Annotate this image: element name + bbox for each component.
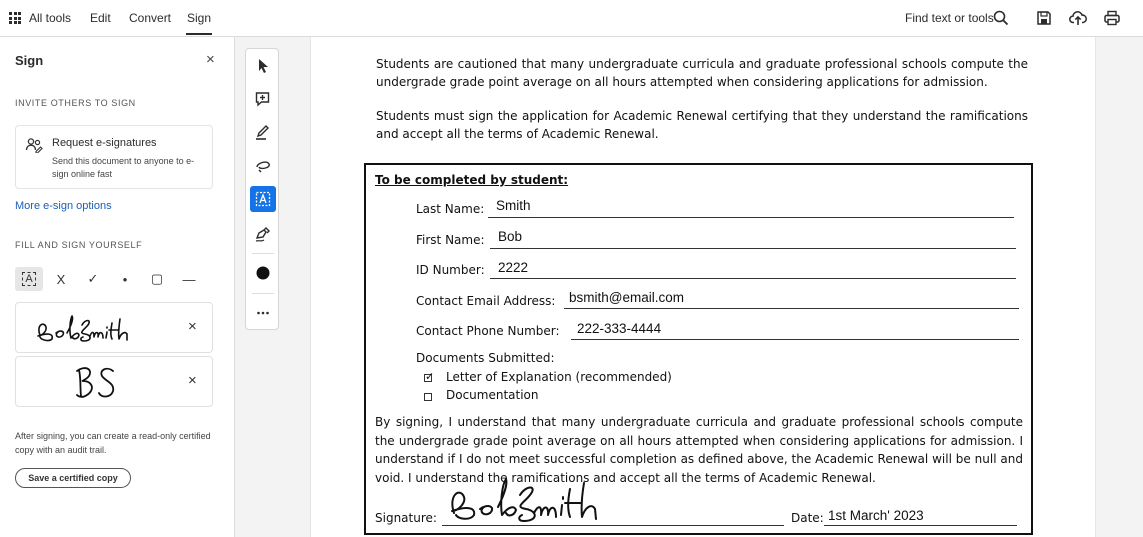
signature-label: Signature: <box>375 511 437 525</box>
certified-copy-note: After signing, you can create a read-only certified copy with an audit trail. <box>15 431 211 455</box>
last-name-label: Last Name: <box>416 202 485 216</box>
last-name-field[interactable]: Smith <box>496 198 531 213</box>
form-heading: To be completed by student: <box>375 173 569 187</box>
phone-field[interactable]: 222-333-4444 <box>577 321 662 336</box>
vertical-scrollbar[interactable] <box>1096 37 1143 537</box>
id-number-field[interactable]: 2222 <box>498 260 529 275</box>
remove-signature-button[interactable]: × <box>188 318 197 335</box>
more-esign-options-link[interactable]: More e-sign options <box>15 200 112 212</box>
id-number-label: ID Number: <box>416 263 485 277</box>
date-label: Date: <box>791 511 824 525</box>
print-icon[interactable] <box>1103 9 1121 27</box>
text-field-tool[interactable] <box>15 267 43 291</box>
saved-signature-full[interactable] <box>15 302 213 353</box>
first-name-field[interactable]: Bob <box>498 229 523 244</box>
text-select-icon[interactable] <box>250 186 276 212</box>
line-tool[interactable]: — <box>182 271 196 287</box>
request-description: Send this document to anyone to e-sign online fast <box>52 156 195 179</box>
menu-edit[interactable]: Edit <box>90 11 111 25</box>
select-arrow-icon[interactable] <box>250 53 276 79</box>
sign-requirement-paragraph: Students must sign the application for Academic Renewal certifying that they understand the ramifications and accept all the terms of Academic Renewal. <box>376 109 1028 141</box>
email-line <box>564 308 1019 309</box>
save-icon[interactable] <box>1035 9 1053 27</box>
handwritten-initials-image <box>71 362 131 404</box>
menu-all-tools[interactable]: All tools <box>29 11 72 25</box>
attestation-paragraph: By signing, I understand that many undergraduate curricula and graduate professional schools compute the undergrade grade point average on all hours attempted when considering applications for admission. I understand if I do not meet successful completion as defined above, the Academic Renewal will be null and void. I understand the ramifications and accept all the terms of Academic Renewal. <box>375 415 1023 485</box>
saved-signature-initials[interactable] <box>15 356 213 407</box>
rectangle-tool[interactable]: ▢ <box>150 271 164 286</box>
panel-title: Sign <box>15 53 44 68</box>
menu-convert[interactable]: Convert <box>129 11 172 25</box>
freehand-draw-icon[interactable] <box>250 152 276 178</box>
phone-line <box>571 339 1019 340</box>
documents-submitted-label: Documents Submitted: <box>416 351 555 365</box>
document-page <box>310 37 1096 537</box>
dot-tool[interactable]: • <box>122 271 128 287</box>
documentation-label: Documentation <box>446 388 539 402</box>
fill-sign-icon[interactable] <box>250 221 276 247</box>
email-label: Contact Email Address: <box>416 294 556 308</box>
apps-grid-icon[interactable] <box>9 12 21 24</box>
request-esignatures-card[interactable] <box>15 125 213 189</box>
save-certified-copy-button[interactable]: Save a certified copy <box>15 468 131 488</box>
rail-divider <box>252 293 274 294</box>
first-name-label: First Name: <box>416 233 485 247</box>
request-title: Request e-signatures <box>52 137 157 149</box>
phone-label: Contact Phone Number: <box>416 324 560 338</box>
top-toolbar <box>0 0 1143 37</box>
date-line <box>824 525 1017 526</box>
find-text-tools[interactable]: Find text or tools <box>905 11 994 25</box>
check-mark-icon: ✓ <box>425 371 435 383</box>
search-icon[interactable] <box>992 9 1010 27</box>
cross-mark-tool[interactable]: X <box>56 271 66 287</box>
placed-signature-image[interactable] <box>444 473 644 529</box>
letter-checkbox[interactable] <box>424 371 435 383</box>
close-icon[interactable]: × <box>206 51 215 68</box>
upload-icon[interactable] <box>1069 9 1087 27</box>
email-field[interactable]: bsmith@email.com <box>569 290 684 305</box>
more-options-icon[interactable] <box>250 300 276 326</box>
sign-panel <box>0 37 235 537</box>
date-field[interactable]: 1st March' 2023 <box>828 508 924 523</box>
text-field-icon: A <box>22 272 35 286</box>
add-comment-icon[interactable] <box>250 86 276 112</box>
quick-tools-rail <box>245 48 279 330</box>
check-mark-tool[interactable]: ✓ <box>87 271 99 286</box>
last-name-line <box>488 217 1014 218</box>
student-form <box>364 163 1033 535</box>
letter-label: Letter of Explanation (recommended) <box>446 370 672 384</box>
rail-divider <box>252 253 274 254</box>
invite-section-label: INVITE OTHERS TO SIGN <box>15 98 136 108</box>
documentation-checkbox[interactable] <box>424 393 432 401</box>
highlight-pen-icon[interactable] <box>250 119 276 145</box>
people-icon <box>25 137 43 153</box>
id-number-line <box>490 278 1016 279</box>
first-name-line <box>490 248 1016 249</box>
remove-initials-button[interactable]: × <box>188 372 197 389</box>
caution-paragraph: Students are cautioned that many undergraduate curricula and graduate professional schools compute the undergrade grade point average on all hours attempted when considering applications for admission. <box>376 57 1028 89</box>
menu-sign[interactable]: Sign <box>187 11 212 25</box>
handwritten-signature-image <box>30 311 180 345</box>
fill-sign-section-label: FILL AND SIGN YOURSELF <box>15 240 143 250</box>
color-dot-icon[interactable] <box>250 260 276 286</box>
